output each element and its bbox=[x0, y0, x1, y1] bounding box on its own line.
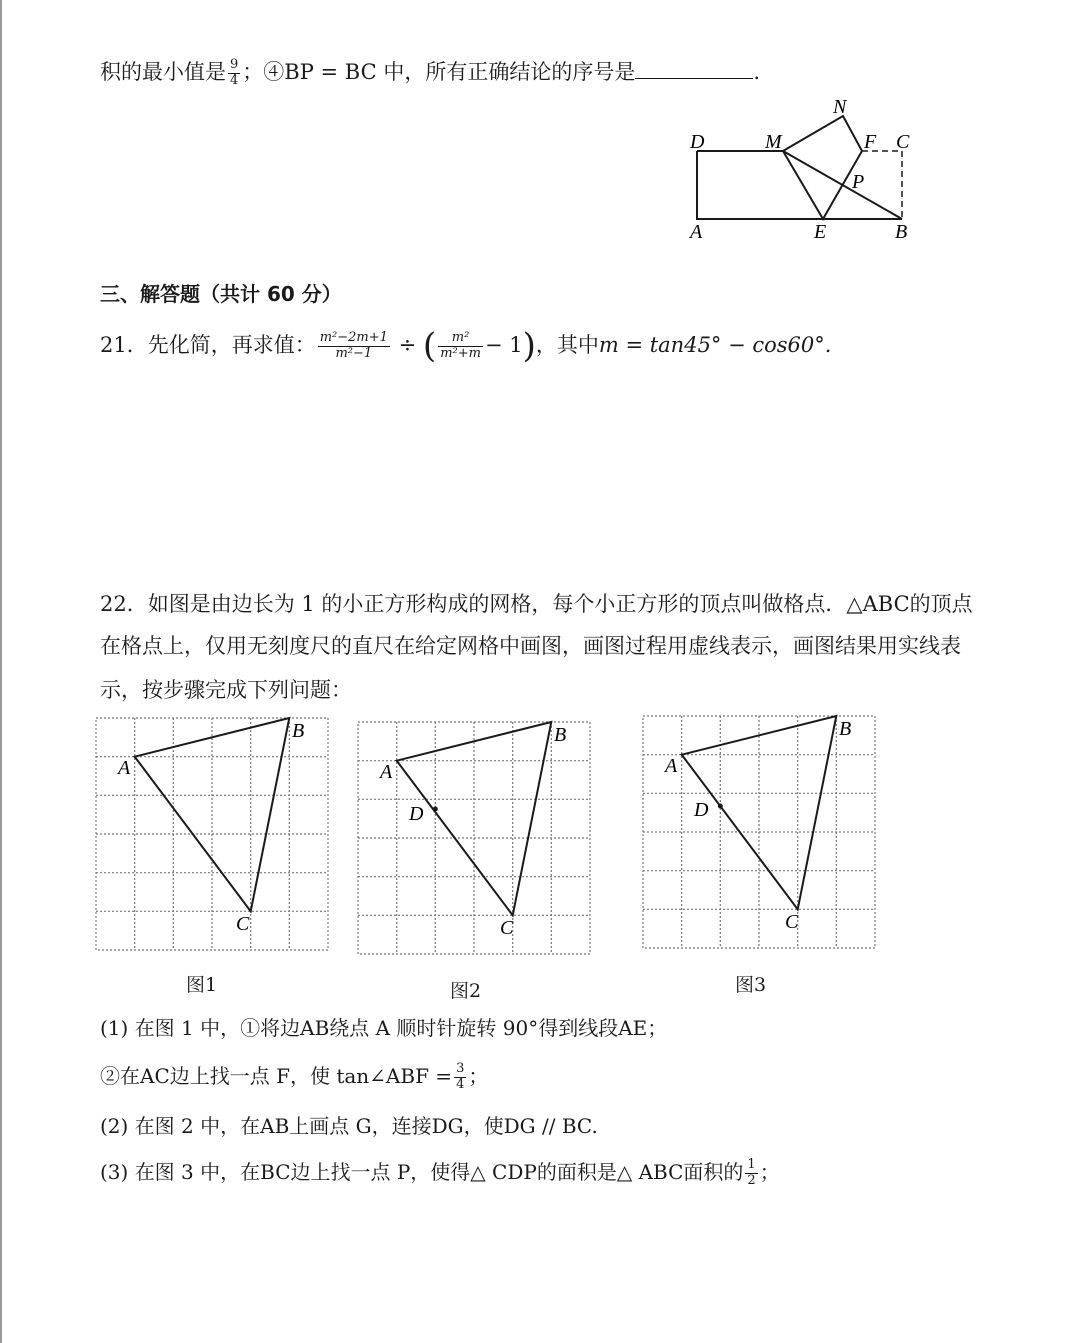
q22-part1-a: (1) 在图 1 中，①将边AB绕点 A 顺时针旋转 90°得到线段AE； bbox=[100, 1016, 668, 1040]
q22-part2: (2) 在图 2 中，在AB上画点 G，连接DG，使DG // BC. bbox=[100, 1114, 598, 1138]
svg-text:B: B bbox=[292, 720, 305, 742]
q21-fraction-2: $\frac{\text{m²}}{\text{m²+m}}$ bbox=[440, 329, 481, 361]
q22-part3: (3) 在图 3 中，在BC边上找一点 P，使得△ CDP的面积是△ ABC面积的 $\frac{1}{2}$ ； bbox=[100, 1157, 780, 1188]
part3-fraction: $\frac{1}{2}$ bbox=[747, 1157, 756, 1188]
svg-text:C: C bbox=[236, 913, 250, 935]
label-D: D bbox=[690, 131, 705, 153]
grid-figure-2 bbox=[352, 716, 602, 961]
svg-text:A: A bbox=[118, 757, 131, 779]
label-E: E bbox=[814, 221, 827, 243]
q20-text-mid: ；④BP = BC 中，所有正确结论的序号是 bbox=[242, 60, 636, 84]
q20-text: 积的最小值是 bbox=[100, 60, 226, 84]
svg-text:B: B bbox=[839, 718, 852, 740]
q20-figure bbox=[680, 92, 920, 252]
q22-line-2: 在格点上，仅用无刻度尺的直尺在给定网格中画图，画图过程用虚线表示，画图结果用实线表 bbox=[100, 634, 961, 658]
page-edge bbox=[0, 0, 2, 1343]
svg-text:B: B bbox=[554, 724, 567, 746]
q22-line-1: 22．如图是由边长为 1 的小正方形构成的网格，每个小正方形的顶点叫做格点．△ABC的顶点 bbox=[100, 592, 973, 616]
label-B: B bbox=[895, 221, 908, 243]
svg-text:D: D bbox=[409, 803, 424, 825]
label-C: C bbox=[896, 131, 910, 153]
grid-figure-1 bbox=[90, 712, 340, 957]
q22-part1-b: ②在AC边上找一点 F，使 tan∠ABF = $\frac{3}{4}$ ； bbox=[100, 1061, 489, 1092]
svg-text:A: A bbox=[380, 761, 393, 783]
label-A: A bbox=[690, 221, 703, 243]
q21-fraction-1: $\frac{\text{m²−2m+1}}{\text{m²−1}}$ bbox=[319, 329, 388, 361]
section-heading: 三、解答题（共计 60 分） bbox=[100, 282, 342, 306]
q20-answer-line: 积的最小值是 $\frac{9}{4}$ ；④BP = BC 中，所有正确结论的序号是 . bbox=[100, 57, 761, 88]
q20-fraction: $\frac{9}{4}$ bbox=[230, 57, 239, 88]
q22-line-3: 示，按步骤完成下列问题： bbox=[100, 678, 352, 702]
answer-blank[interactable] bbox=[635, 58, 753, 79]
svg-text:D: D bbox=[694, 799, 709, 821]
caption-fig-1: 图1 bbox=[186, 974, 218, 996]
q21-question: 21．先化简，再求值： $\frac{\text{m²−2m+1}}{\text{m²−1}}$ ÷ ( $\frac{\text{m²}}{\text{m²+m}}$ − 1)，其中m = tan45° − cos60°. bbox=[100, 326, 832, 366]
svg-text:C: C bbox=[500, 917, 514, 939]
caption-fig-3: 图3 bbox=[735, 974, 767, 996]
caption-fig-2: 图2 bbox=[450, 980, 482, 1002]
svg-text:A: A bbox=[665, 755, 678, 777]
svg-text:C: C bbox=[785, 911, 799, 933]
label-P: P bbox=[852, 171, 865, 193]
part1-fraction: $\frac{3}{4}$ bbox=[456, 1061, 465, 1092]
label-F: F bbox=[864, 131, 877, 153]
label-N: N bbox=[833, 96, 847, 118]
label-M: M bbox=[765, 131, 782, 153]
grid-figure-3 bbox=[637, 710, 887, 955]
